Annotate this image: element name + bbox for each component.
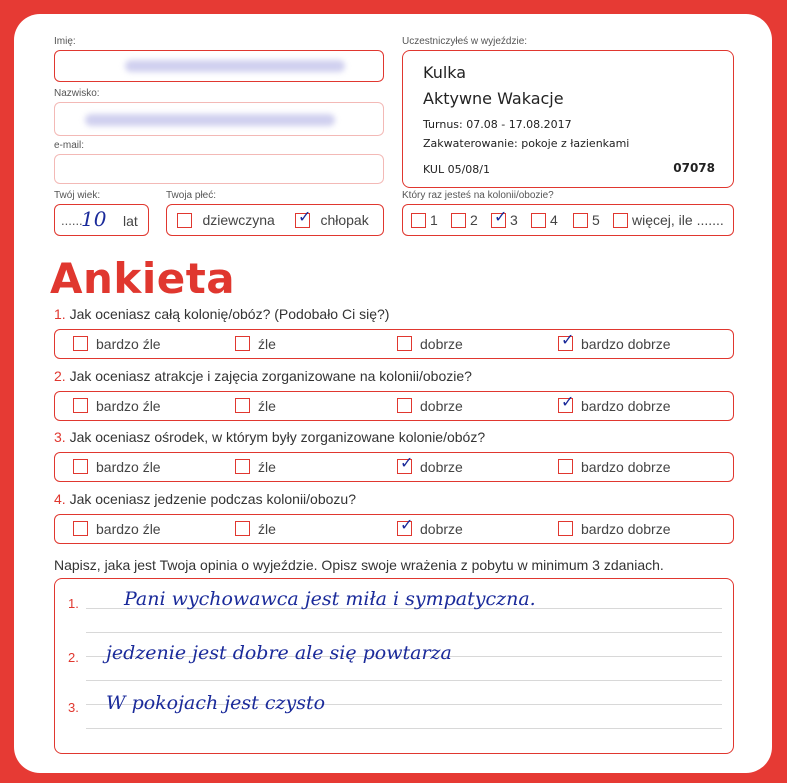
question-number: 1.	[54, 306, 70, 322]
opinion-line-3-text[interactable]: W pokojach jest czysto	[106, 692, 326, 714]
surname-redaction	[85, 114, 335, 126]
age-dots: ......	[61, 213, 83, 228]
gender-field	[166, 204, 384, 236]
rating-option-4[interactable]	[558, 459, 671, 475]
rating-option-label: dobrze	[420, 459, 463, 475]
times-option-label: 2	[470, 212, 478, 228]
question-1-answers	[54, 329, 734, 359]
rating-checkbox-4[interactable]	[558, 330, 575, 351]
turn-value: 07.08 - 17.08.2017	[466, 118, 572, 131]
participation-label: Uczestniczyłeś w wyjeździe:	[402, 36, 528, 47]
turn-row	[423, 118, 572, 131]
question-3-answers	[54, 452, 734, 482]
rating-checkbox-2[interactable]	[235, 521, 250, 536]
gender-female-checkbox[interactable]	[177, 213, 192, 228]
gender-female-label: dziewczyna	[202, 212, 275, 228]
rating-checkbox-4[interactable]	[558, 521, 573, 536]
times-checkbox-5[interactable]	[573, 213, 588, 228]
accommodation-row	[423, 137, 629, 150]
accommodation-label: Zakwaterowanie:	[423, 137, 518, 150]
times-option-label: więcej, ile .......	[632, 212, 724, 228]
check-mark-icon: ✓	[400, 453, 414, 473]
times-option-label: 1	[430, 212, 438, 228]
rating-checkbox-1[interactable]	[73, 521, 88, 536]
gender-male-option[interactable]	[295, 207, 369, 230]
rating-checkbox-3[interactable]	[397, 398, 412, 413]
rating-option-label: dobrze	[420, 397, 463, 414]
survey-sheet	[14, 14, 772, 773]
times-label: Który raz jesteś na kolonii/obozie?	[402, 190, 554, 201]
rating-checkbox-1[interactable]	[73, 459, 88, 474]
times-option-label: 5	[592, 212, 600, 228]
rating-checkbox-3[interactable]	[397, 336, 412, 351]
name-redaction	[125, 60, 345, 72]
camp-name: Kulka	[423, 63, 467, 82]
question-3-text	[54, 429, 485, 445]
rating-option-label: bardzo dobrze	[581, 520, 671, 537]
rating-option-3[interactable]	[397, 398, 463, 414]
rating-option-4[interactable]	[558, 391, 671, 414]
rating-option-label: dobrze	[420, 520, 463, 537]
question-4-text	[54, 491, 356, 507]
times-option-3[interactable]	[491, 207, 518, 230]
rating-option-label: dobrze	[420, 336, 463, 352]
question-number: 4.	[54, 490, 70, 507]
rating-option-2[interactable]	[235, 459, 276, 475]
opinion-line-3-number: 3.	[68, 700, 79, 715]
question-label: Jak oceniasz atrakcje i zajęcia zorganizowane na kolonii/obozie?	[69, 367, 472, 384]
gender-female-option[interactable]	[177, 212, 275, 230]
rating-option-label: bardzo dobrze	[581, 459, 671, 475]
age-value: 10	[81, 207, 107, 231]
times-checkbox-4[interactable]	[531, 213, 546, 228]
gender-label: Twoja płeć:	[166, 190, 217, 201]
times-option-1[interactable]	[411, 212, 438, 230]
rating-option-label: źle	[258, 336, 276, 352]
rating-option-label: bardzo dobrze	[581, 397, 671, 414]
camp-code: KUL 05/08/1	[423, 163, 490, 176]
times-option-label: 3	[510, 212, 518, 228]
rating-checkbox-4[interactable]	[558, 391, 575, 413]
rating-checkbox-2[interactable]	[235, 398, 250, 413]
gender-male-label: chłopak	[320, 212, 369, 228]
rating-checkbox-4[interactable]	[558, 459, 573, 474]
rating-option-3[interactable]	[397, 336, 463, 352]
times-checkbox-6[interactable]	[613, 213, 628, 228]
rating-option-2[interactable]	[235, 398, 276, 414]
question-number: 3.	[54, 429, 70, 445]
times-option-2[interactable]	[451, 212, 478, 230]
age-unit: lat	[123, 213, 138, 229]
rating-option-label: źle	[258, 459, 276, 475]
age-field[interactable]	[54, 204, 149, 236]
rating-checkbox-3[interactable]	[397, 514, 414, 536]
name-label: Imię:	[54, 36, 76, 47]
times-checkbox-1[interactable]	[411, 213, 426, 228]
opinion-line-1-text[interactable]: Pani wychowawca jest miła i sympatyczna.	[124, 588, 536, 610]
rating-checkbox-3[interactable]	[397, 453, 414, 474]
rating-option-1[interactable]	[73, 521, 161, 537]
times-checkbox-2[interactable]	[451, 213, 466, 228]
rating-option-4[interactable]	[558, 330, 671, 352]
age-label: Twój wiek:	[54, 190, 101, 201]
rating-option-label: bardzo źle	[96, 397, 161, 414]
surname-field[interactable]	[54, 102, 384, 136]
opinion-line-1-number: 1.	[68, 596, 79, 611]
rating-checkbox-1[interactable]	[73, 336, 88, 351]
surname-label: Nazwisko:	[54, 88, 100, 99]
camp-number: 07078	[673, 161, 715, 175]
times-checkbox-3[interactable]	[491, 207, 508, 228]
question-1-text	[54, 306, 389, 322]
rating-option-label: bardzo źle	[96, 520, 161, 537]
question-number: 2.	[54, 367, 70, 384]
rating-option-1[interactable]	[73, 459, 161, 475]
rating-option-1[interactable]	[73, 336, 161, 352]
rating-option-4[interactable]	[558, 521, 671, 537]
check-mark-icon: ✓	[561, 330, 575, 350]
survey-title: Ankieta	[50, 254, 236, 303]
turn-label: Turnus:	[423, 118, 463, 131]
opinion-line-2-text[interactable]: jedzenie jest dobre ale się powtarza	[106, 642, 452, 664]
email-label: e-mail:	[54, 140, 85, 151]
question-4-answers	[54, 514, 734, 544]
email-field[interactable]	[54, 154, 384, 184]
check-mark-icon: ✓	[494, 207, 508, 227]
rating-option-label: bardzo źle	[96, 459, 161, 475]
ruled-line-2	[86, 632, 722, 633]
ruled-line-4	[86, 680, 722, 681]
question-label: Jak oceniasz całą kolonię/obóz? (Podobało Ci się?)	[69, 306, 390, 322]
rating-option-label: źle	[258, 397, 276, 414]
question-label: Jak oceniasz jedzenie podczas kolonii/obozu?	[69, 490, 356, 507]
rating-option-3[interactable]	[397, 514, 463, 537]
question-2-text	[54, 368, 472, 384]
ruled-line-6	[86, 728, 722, 729]
times-option-label: 4	[550, 212, 558, 228]
question-label: Jak oceniasz ośrodek, w którym były zorganizowane kolonie/obóz?	[69, 429, 486, 445]
check-mark-icon: ✓	[298, 207, 312, 227]
check-mark-icon: ✓	[400, 514, 414, 534]
times-field	[402, 204, 734, 236]
camp-program: Aktywne Wakacje	[423, 89, 564, 108]
check-mark-icon: ✓	[561, 391, 575, 411]
rating-option-label: źle	[258, 520, 276, 537]
times-option-4[interactable]	[531, 212, 558, 230]
rating-option-label: bardzo dobrze	[581, 336, 671, 352]
opinion-line-2-number: 2.	[68, 650, 79, 665]
rating-option-label: bardzo źle	[96, 336, 161, 352]
rating-option-1[interactable]	[73, 398, 161, 414]
rating-option-2[interactable]	[235, 521, 276, 537]
rating-checkbox-2[interactable]	[235, 459, 250, 474]
rating-checkbox-2[interactable]	[235, 336, 250, 351]
rating-option-2[interactable]	[235, 336, 276, 352]
question-2-answers	[54, 391, 734, 421]
name-field[interactable]	[54, 50, 384, 82]
rating-checkbox-1[interactable]	[73, 398, 88, 413]
participation-box	[402, 50, 734, 188]
gender-male-checkbox[interactable]	[295, 207, 312, 228]
times-option-6[interactable]	[613, 212, 724, 230]
rating-option-3[interactable]	[397, 453, 463, 475]
accommodation-value: pokoje z łazienkami	[521, 137, 630, 150]
times-option-5[interactable]	[573, 212, 600, 230]
opinion-prompt: Napisz, jaka jest Twoja opinia o wyjeździe. Opisz swoje wrażenia z pobytu w minimum 3 zdaniach.	[54, 557, 664, 573]
